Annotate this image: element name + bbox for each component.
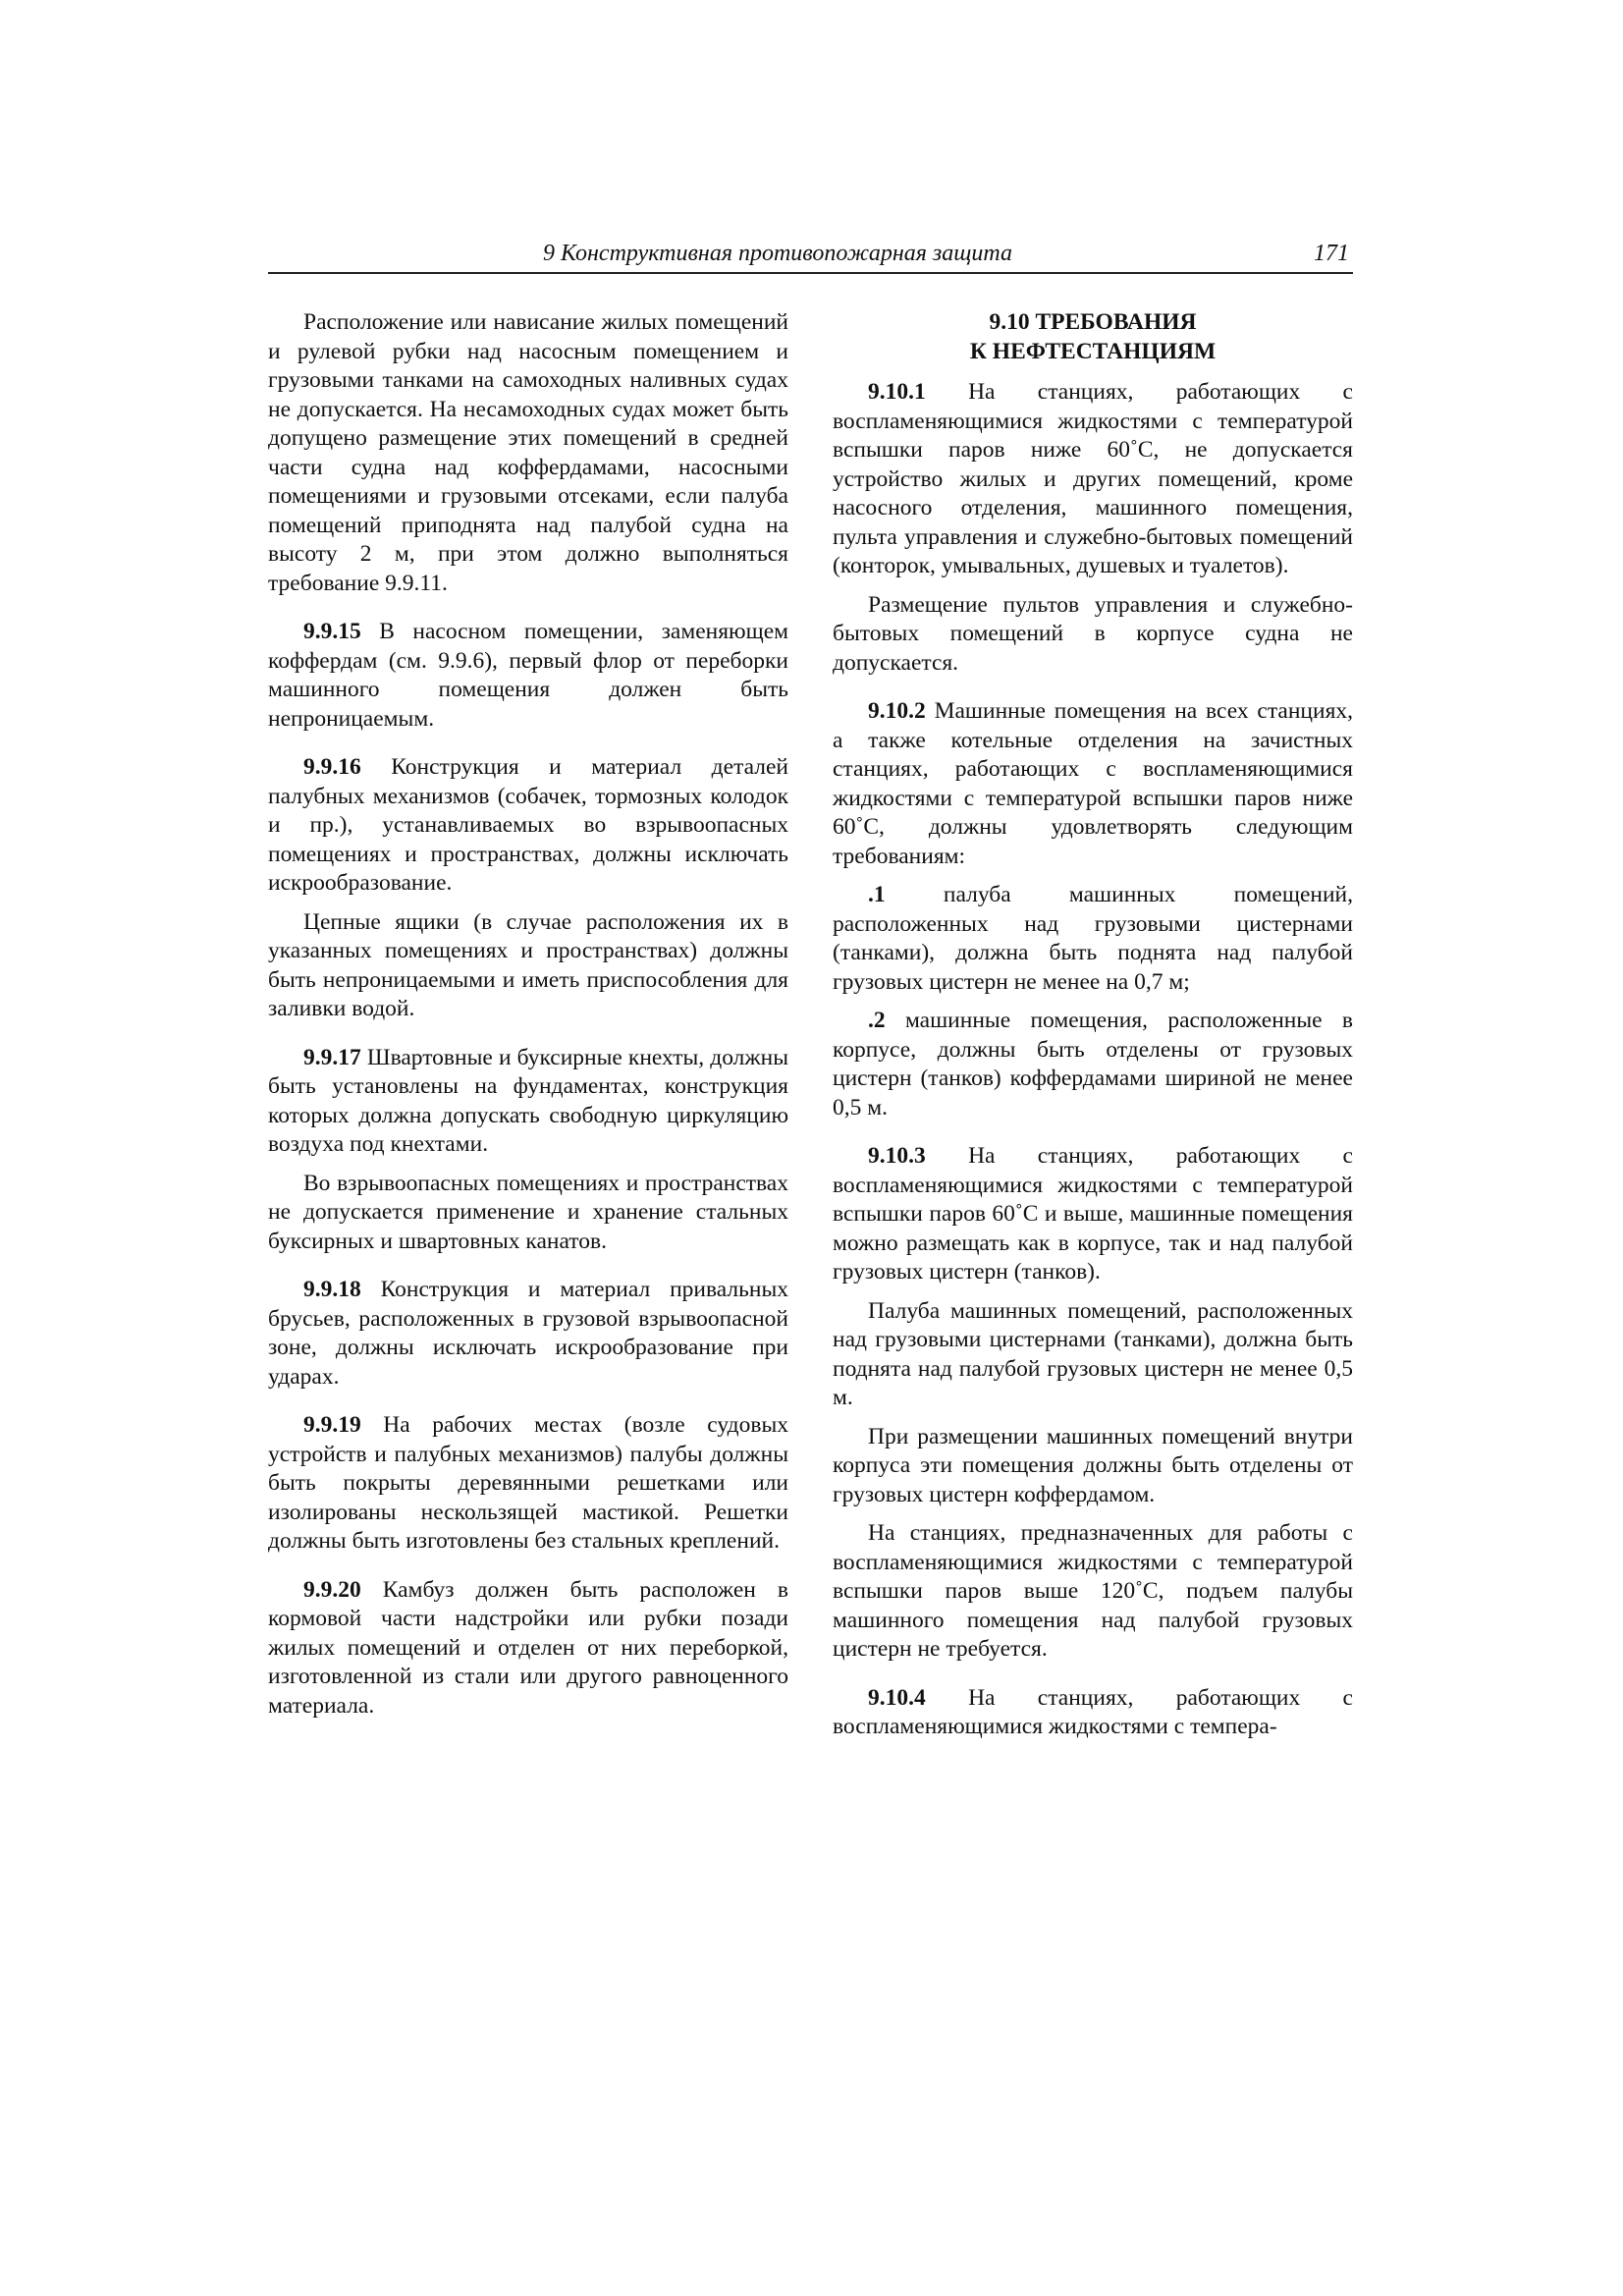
clause-number: 9.10.1: [868, 379, 926, 405]
left-column: [268, 308, 788, 1730]
paragraph: 9.9.19 На рабочих местах (возле судовых устройств и палубных механизмов) палубы должны быть покрыты деревянными решетками или изолированы нескользящей мастикой. Решетки должны быть изготовлены без стальных креплений.: [268, 1412, 788, 1554]
running-header: [268, 239, 1353, 274]
right-column: [833, 308, 1353, 1752]
clause-number: 9.10.3: [868, 1143, 926, 1169]
header-title: 9 Конструктивная противопожарная защита: [543, 241, 1012, 266]
paragraph: 9.10.2 Машинные помещения на всех станциях, а также котельные отделения на зачистных станциях, работающих с воспламеняющимися жидкостями с температурой вспышки паров ниже 60˚С, должны удовлетворять следующим требованиям:: [833, 698, 1353, 869]
paragraph: 9.9.20 Камбуз должен быть расположен в кормовой части надстройки или рубки позади жилых помещений и отделен от них переборкой, изготовленной из стали или другого равноценного материала.: [268, 1576, 788, 1719]
section-heading: [833, 308, 1353, 366]
paragraph: 9.9.17 Швартовные и буксирные кнехты, должны быть установлены на фундаментах, конструкция которых должна допускать свободную циркуляцию воздуха под кнехтами.: [268, 1044, 788, 1157]
clause-number: 9.9.20: [303, 1576, 361, 1603]
paragraph: При размещении машинных помещений внутри корпуса эти помещения должны быть отделены от грузовых цистерн коффердамом.: [833, 1423, 1353, 1507]
paragraph: 9.10.1 На станциях, работающих с воспламеняющимися жидкостями с температурой вспышки паров ниже 60˚С, не допускается устройство жилых и других помещений, кроме насосного отделения, машинного помещения, пульта управления и служебно-бытовых помещений (конторок, умывальных, душевых и туалетов).: [833, 379, 1353, 578]
paragraph: Во взрывоопасных помещениях и пространствах не допускается применение и хранение стальных буксирных и швартовных канатов.: [268, 1170, 788, 1254]
paragraph: 9.10.3 На станциях, работающих с воспламеняющимися жидкостями с температурой вспышки паров 60˚С и выше, машинные помещения можно размещать как в корпусе, так и над палубой грузовых цистерн (танков).: [833, 1143, 1353, 1285]
paragraph: На станциях, предназначенных для работы с воспламеняющимися жидкостями с температурой вспышки паров выше 120˚С, подъем палубы машинного помещения над палубой грузовых цистерн не требуется.: [833, 1520, 1353, 1662]
paragraph: 9.9.16 Конструкция и материал деталей палубных механизмов (собачек, тормозных колодок и пр.), устанавливаемых во взрывоопасных помещениях и пространствах, должны исключать искрообразование.: [268, 754, 788, 896]
clause-number: 9.10.2: [868, 698, 926, 724]
paragraph: Палуба машинных помещений, расположенных над грузовыми цистернами (танками), должна быть поднята над палубой грузовых цистерн не менее 0,5 м.: [833, 1297, 1353, 1410]
paragraph: 9.10.4 На станциях, работающих с воспламеняющимися жидкостями с темпера-: [833, 1684, 1353, 1739]
clause-number: 9.10.4: [868, 1684, 926, 1711]
page-number: 171: [1314, 241, 1349, 266]
paragraph: Цепные ящики (в случае расположения их в указанных помещениях и пространствах) должны быть непроницаемыми и иметь приспособления для заливки водой.: [268, 908, 788, 1021]
section-heading-line: 9.10 ТРЕБОВАНИЯ: [989, 309, 1197, 335]
clause-number: 9.9.16: [303, 754, 361, 780]
clause-number: 9.9.19: [303, 1412, 361, 1438]
paragraph: 9.9.18 Конструкция и материал привальных брусьев, расположенных в грузовой взрывоопасной зоне, должны исключать искрообразование при ударах.: [268, 1277, 788, 1390]
clause-number: 9.9.17: [303, 1044, 361, 1070]
paragraph: Размещение пультов управления и служебно-бытовых помещений в корпусе судна не допускается.: [833, 591, 1353, 676]
list-item: .1 палуба машинных помещений, расположенных над грузовыми цистернами (танками), должна быть поднята над палубой грузовых цистерн не менее на 0,7 м;: [833, 882, 1353, 995]
clause-number: 9.9.15: [303, 619, 361, 644]
list-item: .2 машинные помещения, расположенные в корпусе, должны быть отделены от грузовых цистерн (танков) коффердамами шириной не менее 0,5 м.: [833, 1008, 1353, 1121]
list-number: .2: [868, 1008, 886, 1033]
clause-number: 9.9.18: [303, 1277, 361, 1302]
paragraph: Расположение или нависание жилых помещений и рулевой рубки над насосным помещением и грузовыми танками на самоходных наливных судах не допускается. На несамоходных судах может быть допущено размещение этих помещений в средней части судна над коффердамами, насосными помещениями и грузовыми отсеками, если палуба помещений приподнята над палубой судна на высоту 2 м, при этом должно выполняться требование 9.9.11.: [268, 309, 788, 596]
paragraph: 9.9.15 В насосном помещении, заменяющем коффердам (см. 9.9.6), первый флор от переборки машинного помещения должен быть непроницаемым.: [268, 619, 788, 732]
section-heading-line: К НЕФТЕСТАНЦИЯМ: [969, 338, 1217, 364]
list-number: .1: [868, 882, 886, 907]
